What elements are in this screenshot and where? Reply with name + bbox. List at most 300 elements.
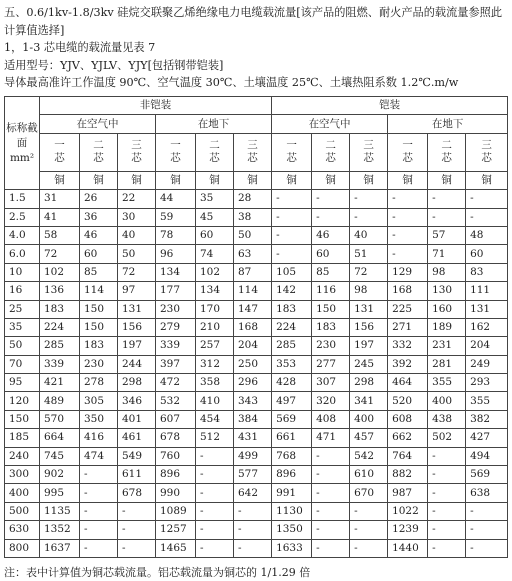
ampacity-cell: 1022	[388, 502, 428, 520]
ampacity-cell: -	[80, 502, 118, 520]
ampacity-cell: 230	[80, 355, 118, 373]
ampacity-cell: -	[466, 539, 508, 557]
ampacity-cell: 150	[80, 300, 118, 318]
ampacity-cell: 105	[272, 263, 312, 281]
ampacity-cell: 150	[80, 318, 118, 336]
ampacity-cell: -	[196, 447, 234, 465]
ampacity-cell: -	[388, 245, 428, 263]
ampacity-cell: 279	[156, 318, 196, 336]
ampacity-cell: -	[428, 521, 466, 539]
ampacity-cell: 745	[40, 447, 80, 465]
footnote: 注：表中计算值为铜芯载流量。铝芯载流量为铜芯的 1/1.29 倍	[4, 566, 311, 579]
table-row	[5, 374, 508, 392]
ampacity-cell: 296	[234, 374, 272, 392]
ampacity-cell: 471	[312, 429, 350, 447]
table-row	[5, 410, 508, 428]
material-header: 铜	[118, 171, 156, 189]
core-count-label: 一芯	[286, 138, 297, 164]
ampacity-cell: 131	[350, 300, 388, 318]
ampacity-cell: 520	[388, 392, 428, 410]
ampacity-cell: 1637	[40, 539, 80, 557]
material-header: 铜	[312, 171, 350, 189]
ampacity-cell: 664	[40, 429, 80, 447]
core-count-header	[234, 133, 272, 171]
ampacity-cell: 494	[466, 447, 508, 465]
intro-text	[4, 4, 510, 92]
ampacity-cell: -	[196, 466, 234, 484]
applicable-models: 适用型号：YJV、YJLV、YJY[包括钢带铠装]	[4, 58, 224, 72]
ampacity-cell: -	[350, 521, 388, 539]
ampacity-cell: 384	[234, 410, 272, 428]
core-count-header	[350, 133, 388, 171]
ampacity-cell: 764	[388, 447, 428, 465]
cross-section-cell: 800	[5, 539, 40, 557]
ampacity-cell: 210	[196, 318, 234, 336]
subgroup-in-air: 在空气中	[40, 115, 156, 133]
cross-section-cell: 1.5	[5, 190, 40, 208]
cross-section-cell: 120	[5, 392, 40, 410]
table-row	[5, 226, 508, 244]
core-count-header	[272, 133, 312, 171]
ampacity-table	[4, 96, 508, 558]
ampacity-cell: 102	[196, 263, 234, 281]
ampacity-cell: 197	[118, 337, 156, 355]
cross-section-cell: 35	[5, 318, 40, 336]
table-row	[5, 521, 508, 539]
ampacity-cell: 320	[312, 392, 350, 410]
ampacity-cell: 183	[312, 318, 350, 336]
table-row	[5, 263, 508, 281]
ampacity-cell: 277	[312, 355, 350, 373]
ampacity-cell: 285	[272, 337, 312, 355]
ampacity-cell: 35	[196, 190, 234, 208]
ampacity-cell: 611	[118, 466, 156, 484]
ampacity-cell: 661	[272, 429, 312, 447]
ampacity-cell: 382	[466, 410, 508, 428]
ampacity-cell: -	[312, 208, 350, 226]
ampacity-cell: 183	[40, 300, 80, 318]
ampacity-cell: -	[272, 208, 312, 226]
ampacity-cell: 57	[428, 226, 466, 244]
ampacity-cell: 46	[80, 226, 118, 244]
ampacity-cell: 31	[40, 190, 80, 208]
ampacity-cell: -	[388, 190, 428, 208]
ampacity-cell: 129	[388, 263, 428, 281]
ampacity-cell: 71	[428, 245, 466, 263]
table-row	[5, 245, 508, 263]
ampacity-cell: -	[118, 502, 156, 520]
cross-section-cell: 70	[5, 355, 40, 373]
ampacity-cell: 1352	[40, 521, 80, 539]
ampacity-cell: -	[388, 226, 428, 244]
ampacity-cell: 36	[80, 208, 118, 226]
ampacity-cell: 312	[196, 355, 234, 373]
ampacity-cell: -	[80, 466, 118, 484]
ampacity-cell: 150	[312, 300, 350, 318]
ampacity-cell: 142	[272, 282, 312, 300]
ampacity-cell: 102	[40, 263, 80, 281]
ampacity-cell: -	[234, 502, 272, 520]
ampacity-cell: 1089	[156, 502, 196, 520]
ampacity-cell: 98	[350, 282, 388, 300]
ampacity-cell: -	[466, 502, 508, 520]
table-row	[5, 466, 508, 484]
ampacity-cell: -	[272, 245, 312, 263]
core-count-header	[388, 133, 428, 171]
ampacity-cell: 60	[312, 245, 350, 263]
ampacity-cell: 343	[234, 392, 272, 410]
ampacity-cell: 183	[80, 337, 118, 355]
table-row	[5, 300, 508, 318]
ampacity-cell: 245	[350, 355, 388, 373]
core-count-label: 一芯	[402, 138, 413, 164]
cross-section-cell: 95	[5, 374, 40, 392]
ampacity-cell: 41	[40, 208, 80, 226]
ampacity-cell: -	[196, 484, 234, 502]
ampacity-cell: -	[350, 502, 388, 520]
core-count-label: 二芯	[209, 138, 220, 164]
core-count-label: 二芯	[325, 138, 336, 164]
ampacity-cell: 249	[466, 355, 508, 373]
ampacity-cell: 250	[234, 355, 272, 373]
cross-section-cell: 4.0	[5, 226, 40, 244]
ampacity-cell: 1633	[272, 539, 312, 557]
ampacity-cell: 638	[466, 484, 508, 502]
ampacity-cell: 72	[118, 263, 156, 281]
ampacity-cell: 45	[196, 208, 234, 226]
ampacity-cell: 542	[350, 447, 388, 465]
ampacity-cell: 98	[428, 263, 466, 281]
ampacity-cell: 355	[428, 374, 466, 392]
ampacity-cell: 168	[234, 318, 272, 336]
table-row	[5, 539, 508, 557]
ampacity-cell: 78	[156, 226, 196, 244]
ampacity-cell: -	[312, 190, 350, 208]
ampacity-cell: 987	[388, 484, 428, 502]
ampacity-cell: 136	[40, 282, 80, 300]
core-count-header	[80, 133, 118, 171]
core-count-label: 二芯	[93, 138, 104, 164]
ampacity-cell: 160	[428, 300, 466, 318]
ampacity-cell: 22	[118, 190, 156, 208]
ampacity-cell: 116	[312, 282, 350, 300]
ampacity-cell: 464	[388, 374, 428, 392]
core-count-label: 一芯	[54, 138, 65, 164]
core-count-header	[118, 133, 156, 171]
core-count-header	[466, 133, 508, 171]
ampacity-cell: 1130	[272, 502, 312, 520]
table-header	[5, 97, 508, 190]
cross-section-cell: 300	[5, 466, 40, 484]
ampacity-cell: 285	[40, 337, 80, 355]
ampacity-cell: -	[388, 208, 428, 226]
ampacity-cell: 410	[196, 392, 234, 410]
ampacity-cell: 177	[156, 282, 196, 300]
material-header: 铜	[156, 171, 196, 189]
ampacity-cell: -	[118, 521, 156, 539]
ampacity-cell: 271	[388, 318, 428, 336]
ampacity-cell: 225	[388, 300, 428, 318]
ampacity-cell: 96	[156, 245, 196, 263]
group-armored: 铠装	[272, 97, 508, 115]
ampacity-cell: 134	[156, 263, 196, 281]
ampacity-cell: 51	[350, 245, 388, 263]
ampacity-cell: 577	[234, 466, 272, 484]
ampacity-cell: 670	[350, 484, 388, 502]
ampacity-cell: 991	[272, 484, 312, 502]
ampacity-cell: 244	[118, 355, 156, 373]
material-header: 铜	[350, 171, 388, 189]
ampacity-cell: 130	[428, 282, 466, 300]
cross-section-cell: 50	[5, 337, 40, 355]
ampacity-cell: 608	[388, 410, 428, 428]
subgroup-underground: 在地下	[156, 115, 272, 133]
ampacity-cell: 421	[40, 374, 80, 392]
ampacity-cell: 438	[428, 410, 466, 428]
ampacity-cell: -	[428, 502, 466, 520]
ampacity-cell: 350	[80, 410, 118, 428]
ampacity-cell: 678	[156, 429, 196, 447]
ampacity-cell: 760	[156, 447, 196, 465]
table-reference: 1，1-3 芯电缆的载流量见表 7	[4, 41, 156, 54]
ampacity-cell: 156	[350, 318, 388, 336]
ampacity-cell: -	[196, 502, 234, 520]
core-count-label: 三芯	[481, 138, 492, 164]
ampacity-cell: 307	[312, 374, 350, 392]
cross-section-cell: 16	[5, 282, 40, 300]
ampacity-cell: -	[466, 190, 508, 208]
table-row	[5, 447, 508, 465]
core-count-header	[312, 133, 350, 171]
ampacity-cell: 85	[312, 263, 350, 281]
ampacity-cell: 97	[118, 282, 156, 300]
ampacity-cell: 341	[350, 392, 388, 410]
ampacity-cell: -	[272, 226, 312, 244]
ampacity-cell: -	[350, 208, 388, 226]
ampacity-cell: 58	[40, 226, 80, 244]
ampacity-cell: 1440	[388, 539, 428, 557]
ampacity-cell: 305	[80, 392, 118, 410]
ampacity-cell: 60	[80, 245, 118, 263]
ampacity-cell: 63	[234, 245, 272, 263]
ampacity-cell: 224	[40, 318, 80, 336]
ampacity-cell: 74	[196, 245, 234, 263]
ampacity-cell: 642	[234, 484, 272, 502]
material-header: 铜	[466, 171, 508, 189]
ampacity-cell: 162	[466, 318, 508, 336]
table-row	[5, 282, 508, 300]
cross-section-cell: 630	[5, 521, 40, 539]
ampacity-cell: 358	[196, 374, 234, 392]
conditions: 导体最高准许工作温度 90℃、空气温度 30℃、土壤温度 25℃、土壤热阻系数 1.2℃.m/w	[4, 76, 459, 89]
ampacity-cell: 400	[428, 392, 466, 410]
ampacity-cell: -	[196, 539, 234, 557]
ampacity-cell: 499	[234, 447, 272, 465]
ampacity-cell: 549	[118, 447, 156, 465]
ampacity-cell: -	[80, 484, 118, 502]
ampacity-cell: 431	[234, 429, 272, 447]
ampacity-cell: 114	[234, 282, 272, 300]
subgroup-underground: 在地下	[388, 115, 508, 133]
core-count-label: 一芯	[170, 138, 181, 164]
table-row	[5, 190, 508, 208]
ampacity-cell: 678	[118, 484, 156, 502]
ampacity-cell: 346	[118, 392, 156, 410]
material-header: 铜	[196, 171, 234, 189]
ampacity-cell: -	[118, 539, 156, 557]
core-count-header	[196, 133, 234, 171]
ampacity-cell: 50	[118, 245, 156, 263]
ampacity-cell: 131	[466, 300, 508, 318]
ampacity-cell: 170	[196, 300, 234, 318]
ampacity-cell: 1135	[40, 502, 80, 520]
table-row	[5, 392, 508, 410]
table-body	[5, 190, 508, 558]
ampacity-cell: 502	[428, 429, 466, 447]
ampacity-cell: -	[312, 521, 350, 539]
ampacity-cell: 353	[272, 355, 312, 373]
ampacity-cell: 44	[156, 190, 196, 208]
ampacity-cell: 147	[234, 300, 272, 318]
table-row	[5, 208, 508, 226]
ampacity-cell: 569	[466, 466, 508, 484]
ampacity-cell: 339	[156, 337, 196, 355]
material-header: 铜	[234, 171, 272, 189]
material-header: 铜	[40, 171, 80, 189]
ampacity-cell: 472	[156, 374, 196, 392]
cross-section-cell: 500	[5, 502, 40, 520]
ampacity-cell: 72	[350, 263, 388, 281]
cross-section-cell: 400	[5, 484, 40, 502]
ampacity-cell: 183	[272, 300, 312, 318]
ampacity-cell: 28	[234, 190, 272, 208]
ampacity-cell: 298	[350, 374, 388, 392]
table-row	[5, 355, 508, 373]
ampacity-cell: -	[350, 539, 388, 557]
ampacity-cell: 231	[428, 337, 466, 355]
ampacity-cell: -	[272, 190, 312, 208]
ampacity-cell: 896	[156, 466, 196, 484]
ampacity-cell: 46	[312, 226, 350, 244]
ampacity-cell: -	[234, 539, 272, 557]
core-count-label: 二芯	[441, 138, 452, 164]
core-count-label: 三芯	[363, 138, 374, 164]
ampacity-cell: 111	[466, 282, 508, 300]
ampacity-cell: -	[428, 466, 466, 484]
ampacity-cell: 392	[388, 355, 428, 373]
ampacity-cell: 489	[40, 392, 80, 410]
cross-section-cell: 25	[5, 300, 40, 318]
ampacity-cell: 48	[466, 226, 508, 244]
ampacity-cell: 607	[156, 410, 196, 428]
ampacity-cell: -	[350, 190, 388, 208]
ampacity-cell: 461	[118, 429, 156, 447]
ampacity-cell: 30	[118, 208, 156, 226]
material-header: 铜	[428, 171, 466, 189]
ampacity-cell: -	[312, 466, 350, 484]
ampacity-cell: 401	[118, 410, 156, 428]
core-count-label: 三芯	[131, 138, 142, 164]
material-header: 铜	[272, 171, 312, 189]
ampacity-cell: 85	[80, 263, 118, 281]
ampacity-cell: -	[196, 521, 234, 539]
ampacity-cell: 497	[272, 392, 312, 410]
ampacity-cell: 474	[80, 447, 118, 465]
intro-heading: 五、0.6/1kv-1.8/3kv 硅烷交联聚乙烯绝缘电力电缆载流量[该产品的阻燃、耐火产品的载流量参照此计算值选择]	[4, 6, 503, 37]
table-row	[5, 502, 508, 520]
ampacity-cell: 257	[196, 337, 234, 355]
group-unarmored: 非铠装	[40, 97, 272, 115]
ampacity-cell: 281	[428, 355, 466, 373]
ampacity-cell: -	[312, 502, 350, 520]
ampacity-cell: 40	[350, 226, 388, 244]
cross-section-cell: 240	[5, 447, 40, 465]
ampacity-cell: -	[234, 521, 272, 539]
ampacity-cell: -	[466, 208, 508, 226]
ampacity-cell: 1257	[156, 521, 196, 539]
ampacity-cell: 26	[80, 190, 118, 208]
ampacity-cell: 339	[40, 355, 80, 373]
ampacity-cell: 1465	[156, 539, 196, 557]
cross-section-cell: 6.0	[5, 245, 40, 263]
ampacity-cell: 131	[118, 300, 156, 318]
ampacity-cell: -	[312, 484, 350, 502]
ampacity-cell: 204	[466, 337, 508, 355]
ampacity-cell: 134	[196, 282, 234, 300]
ampacity-cell: -	[428, 190, 466, 208]
ampacity-cell: 230	[156, 300, 196, 318]
ampacity-cell: -	[466, 521, 508, 539]
ampacity-cell: -	[428, 539, 466, 557]
ampacity-cell: 532	[156, 392, 196, 410]
cross-section-cell: 2.5	[5, 208, 40, 226]
ampacity-cell: 397	[156, 355, 196, 373]
ampacity-cell: 278	[80, 374, 118, 392]
ampacity-cell: 610	[350, 466, 388, 484]
ampacity-cell: 569	[272, 410, 312, 428]
core-count-label: 三芯	[247, 138, 258, 164]
ampacity-cell: 902	[40, 466, 80, 484]
ampacity-cell: -	[80, 539, 118, 557]
ampacity-cell: 230	[312, 337, 350, 355]
ampacity-cell: 72	[40, 245, 80, 263]
ampacity-cell: -	[80, 521, 118, 539]
ampacity-cell: 38	[234, 208, 272, 226]
ampacity-cell: 40	[118, 226, 156, 244]
size-column-header: 标称截 面 mm²	[5, 97, 40, 190]
table-row	[5, 337, 508, 355]
ampacity-cell: 224	[272, 318, 312, 336]
core-count-header	[156, 133, 196, 171]
ampacity-cell: -	[428, 447, 466, 465]
ampacity-cell: 995	[40, 484, 80, 502]
ampacity-cell: 400	[350, 410, 388, 428]
core-count-header	[428, 133, 466, 171]
table-row	[5, 429, 508, 447]
ampacity-cell: 355	[466, 392, 508, 410]
ampacity-cell: 293	[466, 374, 508, 392]
ampacity-cell: 60	[196, 226, 234, 244]
ampacity-cell: 60	[466, 245, 508, 263]
ampacity-cell: 189	[428, 318, 466, 336]
ampacity-cell: 204	[234, 337, 272, 355]
ampacity-cell: 114	[80, 282, 118, 300]
ampacity-cell: 416	[80, 429, 118, 447]
ampacity-cell: 87	[234, 263, 272, 281]
ampacity-cell: 570	[40, 410, 80, 428]
ampacity-cell: 427	[466, 429, 508, 447]
ampacity-cell: 662	[388, 429, 428, 447]
